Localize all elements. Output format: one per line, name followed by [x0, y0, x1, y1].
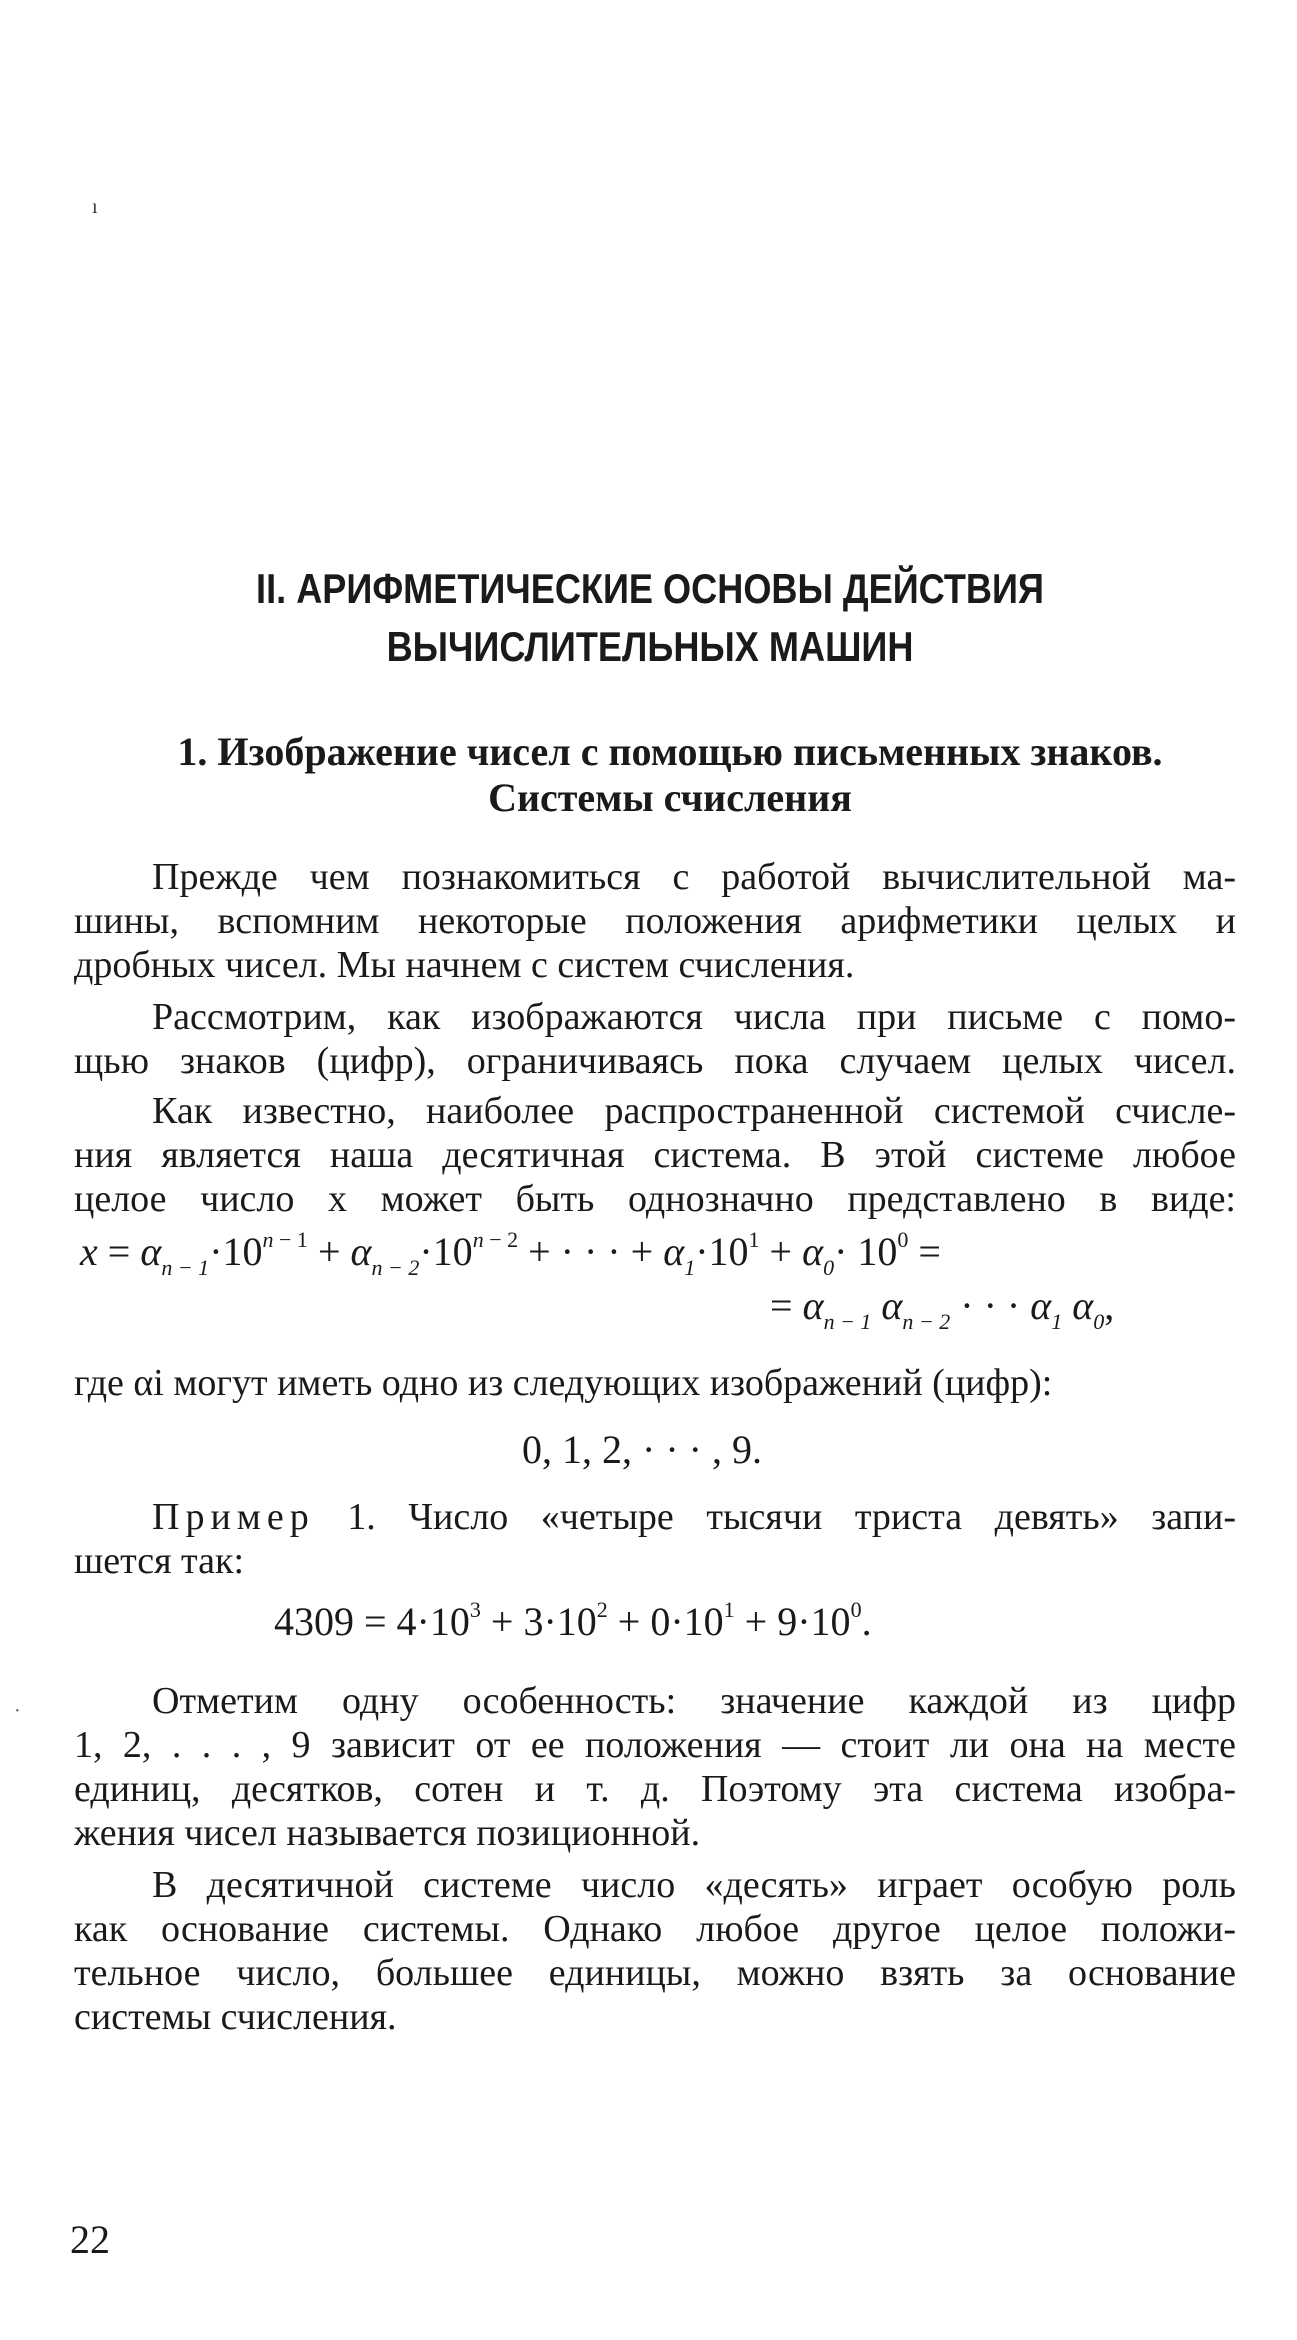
margin-dot: ·: [14, 1700, 21, 1722]
paragraph-5-line: системы счисления.: [74, 1996, 397, 2038]
paragraph-5-line: В десятичной системе число «десять» играет особую роль: [152, 1864, 1236, 1906]
paragraph-4-line: 1, 2, . . . , 9 зависит от ее положения — стоит ли она на месте: [74, 1724, 1236, 1766]
digits-list: 0, 1, 2, · · · , 9.: [522, 1427, 762, 1472]
paragraph-1-line: Прежде чем познакомиться с работой вычислительной ма-: [152, 856, 1236, 898]
section-title-line2: Системы счисления: [488, 775, 852, 820]
paragraph-2-line: щью знаков (цифр), ограничиваясь пока случаем целых чисел.: [74, 1040, 1236, 1082]
example-formula: $4309 = 4\cdot 10^3 + 3\cdot 10^2 + 0\cdot 10^1 + 9\cdot 10^0$.: [274, 1597, 872, 1644]
paragraph-5-line: тельное число, большее единицы, можно взять за основание: [74, 1952, 1236, 1994]
paragraph-4-line: жения чисел называется позиционной.: [74, 1812, 701, 1854]
paragraph-2-line: Рассмотрим, как изображаются числа при письме с помо-: [152, 996, 1236, 1038]
stray-mark: ı: [92, 196, 98, 218]
paragraph-1-line: шины, вспомним некоторые положения арифметики целых и: [74, 900, 1236, 942]
chapter-title-line2: ВЫЧИСЛИТЕЛЬНЫХ МАШИН: [386, 623, 914, 670]
paragraph-1-line: дробных чисел. Мы начнем с систем счисления.: [74, 944, 855, 986]
example-line1-rest: 1. Число «четыре тысячи триста девять» запи-: [314, 1496, 1236, 1538]
paragraph-3-line: Как известно, наиболее распространенной системой счисле-: [152, 1090, 1236, 1132]
chapter-title-line1: II. АРИФМЕТИЧЕСКИЕ ОСНОВЫ ДЕЙСТВИЯ: [256, 565, 1044, 612]
paragraph-5-line: как основание системы. Однако любое другое целое положи-: [74, 1908, 1236, 1950]
paragraph-4-line: единиц, десятков, сотен и т. д. Поэтому эта система изобра-: [74, 1768, 1236, 1810]
example-label: Пример: [152, 1496, 315, 1538]
paragraph-3-line: целое число x может быть однозначно представлено в виде:: [74, 1178, 1236, 1220]
example-line2: шется так:: [74, 1540, 244, 1582]
positional-formula-line2: = $\alpha_{n - 1}$ $\alpha_{n - 2}$ · · · $\alpha_1$ $\alpha_0$,: [770, 1283, 1115, 1334]
example-line: [152, 1498, 1236, 1536]
paragraph-4-line: Отметим одну особенность: значение каждой из цифр: [152, 1680, 1236, 1722]
page-number: 22: [70, 2217, 110, 2262]
paragraph-3-line: ния является наша десятичная система. В этой системе любое: [74, 1134, 1236, 1176]
positional-formula-line1: $x = \alpha_{n - 1}\cdot 10^{n - 1} + \alpha_{n - 2}\cdot 10^{n - 2}$ + · · · + $\alpha_1\cdot 10^1 + \alpha_0\cdot 10^0$ =: [80, 1227, 941, 1280]
digits-intro-line: где αi могут иметь одно из следующих изображений (цифр):: [74, 1362, 1053, 1404]
section-title-line1: 1. Изображение чисел с помощью письменных знаков.: [177, 729, 1163, 774]
